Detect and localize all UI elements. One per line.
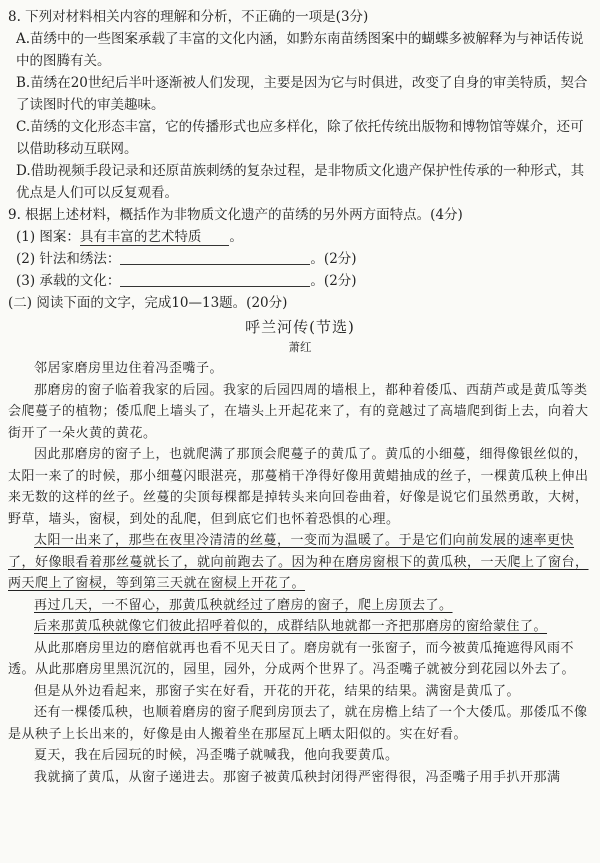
q9-item-1 [16,226,592,248]
article-paragraph: 后来那黄瓜秧就像它们彼此招呼着似的，成群结队地就都一齐把那磨房的窗给蒙住了。 [34,619,548,634]
article-author: 萧红 [288,340,312,354]
option-text: 苗绣的文化形态丰富，它的传播形式也应多样化，除了依托传统出版物和博物馆等媒介，还可以借助移动互联网。 [16,119,584,157]
option-text: 借助视频手段记录和还原苗族刺绣的复杂过程，是非物质文化遗产保护性传承的一种形式，其优点是人们可以反复观看。 [16,163,585,201]
article-paragraph: 再过几天，一不留心，那黄瓜秧就经过了磨房的窗子，爬上房顶去了。 [34,597,453,613]
q8-option-c [16,116,592,160]
article-paragraph: 还有一棵倭瓜秧，也顺着磨房的窗子爬到房顶去了，就在房檐上结了一个大倭瓜。那倭瓜不像是从秧子上长出来的，好像是由人搬着坐在那屋瓦上晒太阳似的。实在好看。 [8,705,588,742]
article-paragraph: 但是从外边看起来，那窗子实在好看，开花的开花，结果的结果。满窗是黄瓜了。 [34,683,521,699]
item-end: 。 [229,229,243,245]
option-label: C. [16,119,31,135]
option-label: B. [16,75,31,91]
option-text: 苗绣中的一些图案承载了丰富的文化内涵，如黔东南苗绣图案中的蝴蝶多被解释为与神话传说中的图腾有关。 [16,31,584,69]
item-label: (1) 图案： [16,229,80,245]
answer-blank[interactable] [120,250,310,265]
q8-stem: 8. 下列对材料相关内容的理解和分析，不正确的一项是(3分) [8,9,369,25]
article-paragraph: 邻居家磨房里边住着冯歪嘴子。 [34,361,224,376]
article-title: 呼兰河传(节选) [245,318,355,336]
q9-stem: 9. 根据上述材料，概括作为非物质文化遗产的苗绣的另外两方面特点。(4分) [8,207,463,223]
q9-item-3 [16,270,592,292]
q8-option-b [16,72,592,116]
item-end: 。(2分) [310,251,357,267]
article-paragraph: 夏天，我在后园玩的时候，冯歪嘴子就喊我，他向我要黄瓜。 [34,748,399,763]
answer-blank[interactable] [120,272,310,287]
article-body [8,358,592,788]
article-paragraph: 因此那磨房的窗子上，也就爬满了那顶会爬蔓子的黄瓜了。黄瓜的小细蔓，细得像银丝似的，太阳一来了的时候，那小细蔓闪眼湛亮，那蔓梢干净得好像用黄蜡抽成的丝子，一棵黄瓜秧上伸出来无数的这样的丝子。丝蔓的尖顶每棵都是掉转头来向回卷曲着，好像是说它们虽然勇敢，大树，野草，墙头，窗棂，到处的乱爬，但到底它们也怀着恐惧的心理。 [8,447,589,527]
article-paragraph: 我就摘了黄瓜，从窗子递进去。那窗子被黄瓜秧封闭得严密得很，冯歪嘴子用手扒开那满 [34,769,561,785]
article-paragraph: 那磨房的窗子临着我家的后园。我家的后园四周的墙根上，都种着倭瓜、西葫芦或是黄瓜等类会爬蔓子的植物；倭瓜爬上墙头了，在墙头上开起花来了，有的竟越过了高墙爬到街上去，向着大街开了一朵火黄的黄花。 [8,382,589,441]
q8-option-a [16,28,592,72]
article-paragraph: 从此那磨房里边的磨倌就再也看不见天日了。磨房就有一张窗子，而今被黄瓜掩遮得风雨不透。从此那磨房里黑沉沉的，园里，园外，分成两个世界了。冯歪嘴子就被分到花园以外去了。 [8,640,576,677]
item-end: 。(2分) [310,273,357,289]
option-text: 苗绣在20世纪后半叶逐渐被人们发现，主要是因为它与时俱进，改变了自身的审美特质，契合了读图时代的审美趣味。 [16,75,588,113]
section-heading: (二) 阅读下面的文字，完成10—13题。(20分) [8,295,288,311]
filled-answer: 具有丰富的艺术特质 [80,229,230,246]
article-paragraph: 太阳一出来了，那些在夜里冷清清的丝蔓，一变而为温暖了。于是它们向前发展的速率更快了，好像眼看着那丝蔓就长了，就向前跑去了。因为种在磨房窗根下的黄瓜秧，一天爬上了窗台，两天爬上了窗棂，等到第三天就在窗棂上开花了。 [8,533,589,591]
q9-item-2 [16,248,592,270]
q8-options [8,28,592,204]
item-label: (2) 针法和绣法： [16,251,121,267]
item-label: (3) 承载的文化： [16,273,121,289]
option-label: D. [16,163,31,179]
option-label: A. [16,31,31,47]
q8-option-d [16,160,592,204]
